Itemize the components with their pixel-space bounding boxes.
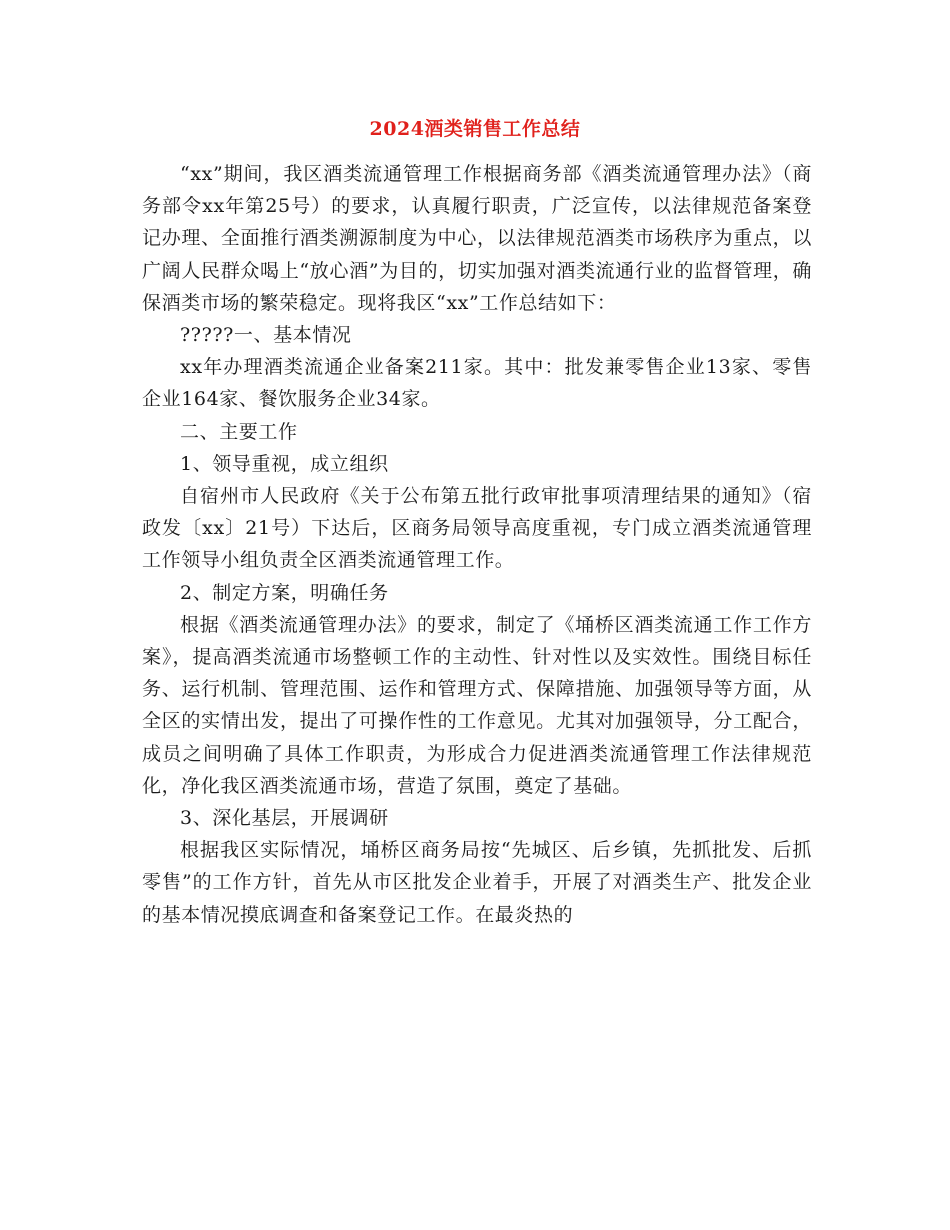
section-heading-basic: ?????一、基本情况: [180, 324, 352, 347]
subheading-plan: 2、制定方案，明确任务: [180, 581, 389, 604]
paragraph-intro: “xx”期间，我区酒类流通管理工作根据商务部《酒类流通管理办法》（商务部令xx年第25号）的要求，认真履行职责，广泛宣传，以法律规范备案登记办理、全面推行酒类溯源制度为中心，以法律规范酒类市场秩序为重点，以广阔人民群众喝上“放心酒”为目的，切实加强对酒类流通行业的监督管理，确保酒类市场的繁荣稳定。现将我区“xx”工作总结如下：: [142, 163, 812, 314]
paragraph-plan: 根据《酒类流通管理办法》的要求，制定了《埇桥区酒类流通工作工作方案》，提高酒类流通市场整顿工作的主动性、针对性以及实效性。围绕目标任务、运行机制、管理范围、运作和管理方式、保障措施、加强领导等方面，从全区的实情出发，提出了可操作性的工作意见。尤其对加强领导，分工配合，成员之间明确了具体工作职责，为形成合力促进酒类流通管理工作法律规范化，净化我区酒类流通市场，营造了氛围，奠定了基础。: [142, 613, 812, 797]
subheading-leadership: 1、领导重视，成立组织: [180, 452, 389, 475]
section-heading-main-work: 二、主要工作: [180, 420, 298, 443]
document-body: [142, 158, 812, 931]
document-title: 2024酒类销售工作总结: [369, 118, 581, 140]
paragraph-research: 根据我区实际情况，埇桥区商务局按“先城区、后乡镇，先抓批发、后抓零售”的工作方针，首先从市区批发企业着手，开展了对酒类生产、批发企业的基本情况摸底调查和备案登记工作。在最炎热的: [142, 839, 812, 926]
subheading-research: 3、深化基层，开展调研: [180, 807, 389, 830]
paragraph-leadership: 自宿州市人民政府《关于公布第五批行政审批事项清理结果的通知》（宿政发〔xx〕21号）下达后，区商务局领导高度重视，专门成立酒类流通管理工作领导小组负责全区酒类流通管理工作。: [142, 485, 812, 572]
paragraph-basic: xx年办理酒类流通企业备案211家。其中：批发兼零售企业13家、零售企业164家、餐饮服务企业34家。: [142, 356, 812, 411]
